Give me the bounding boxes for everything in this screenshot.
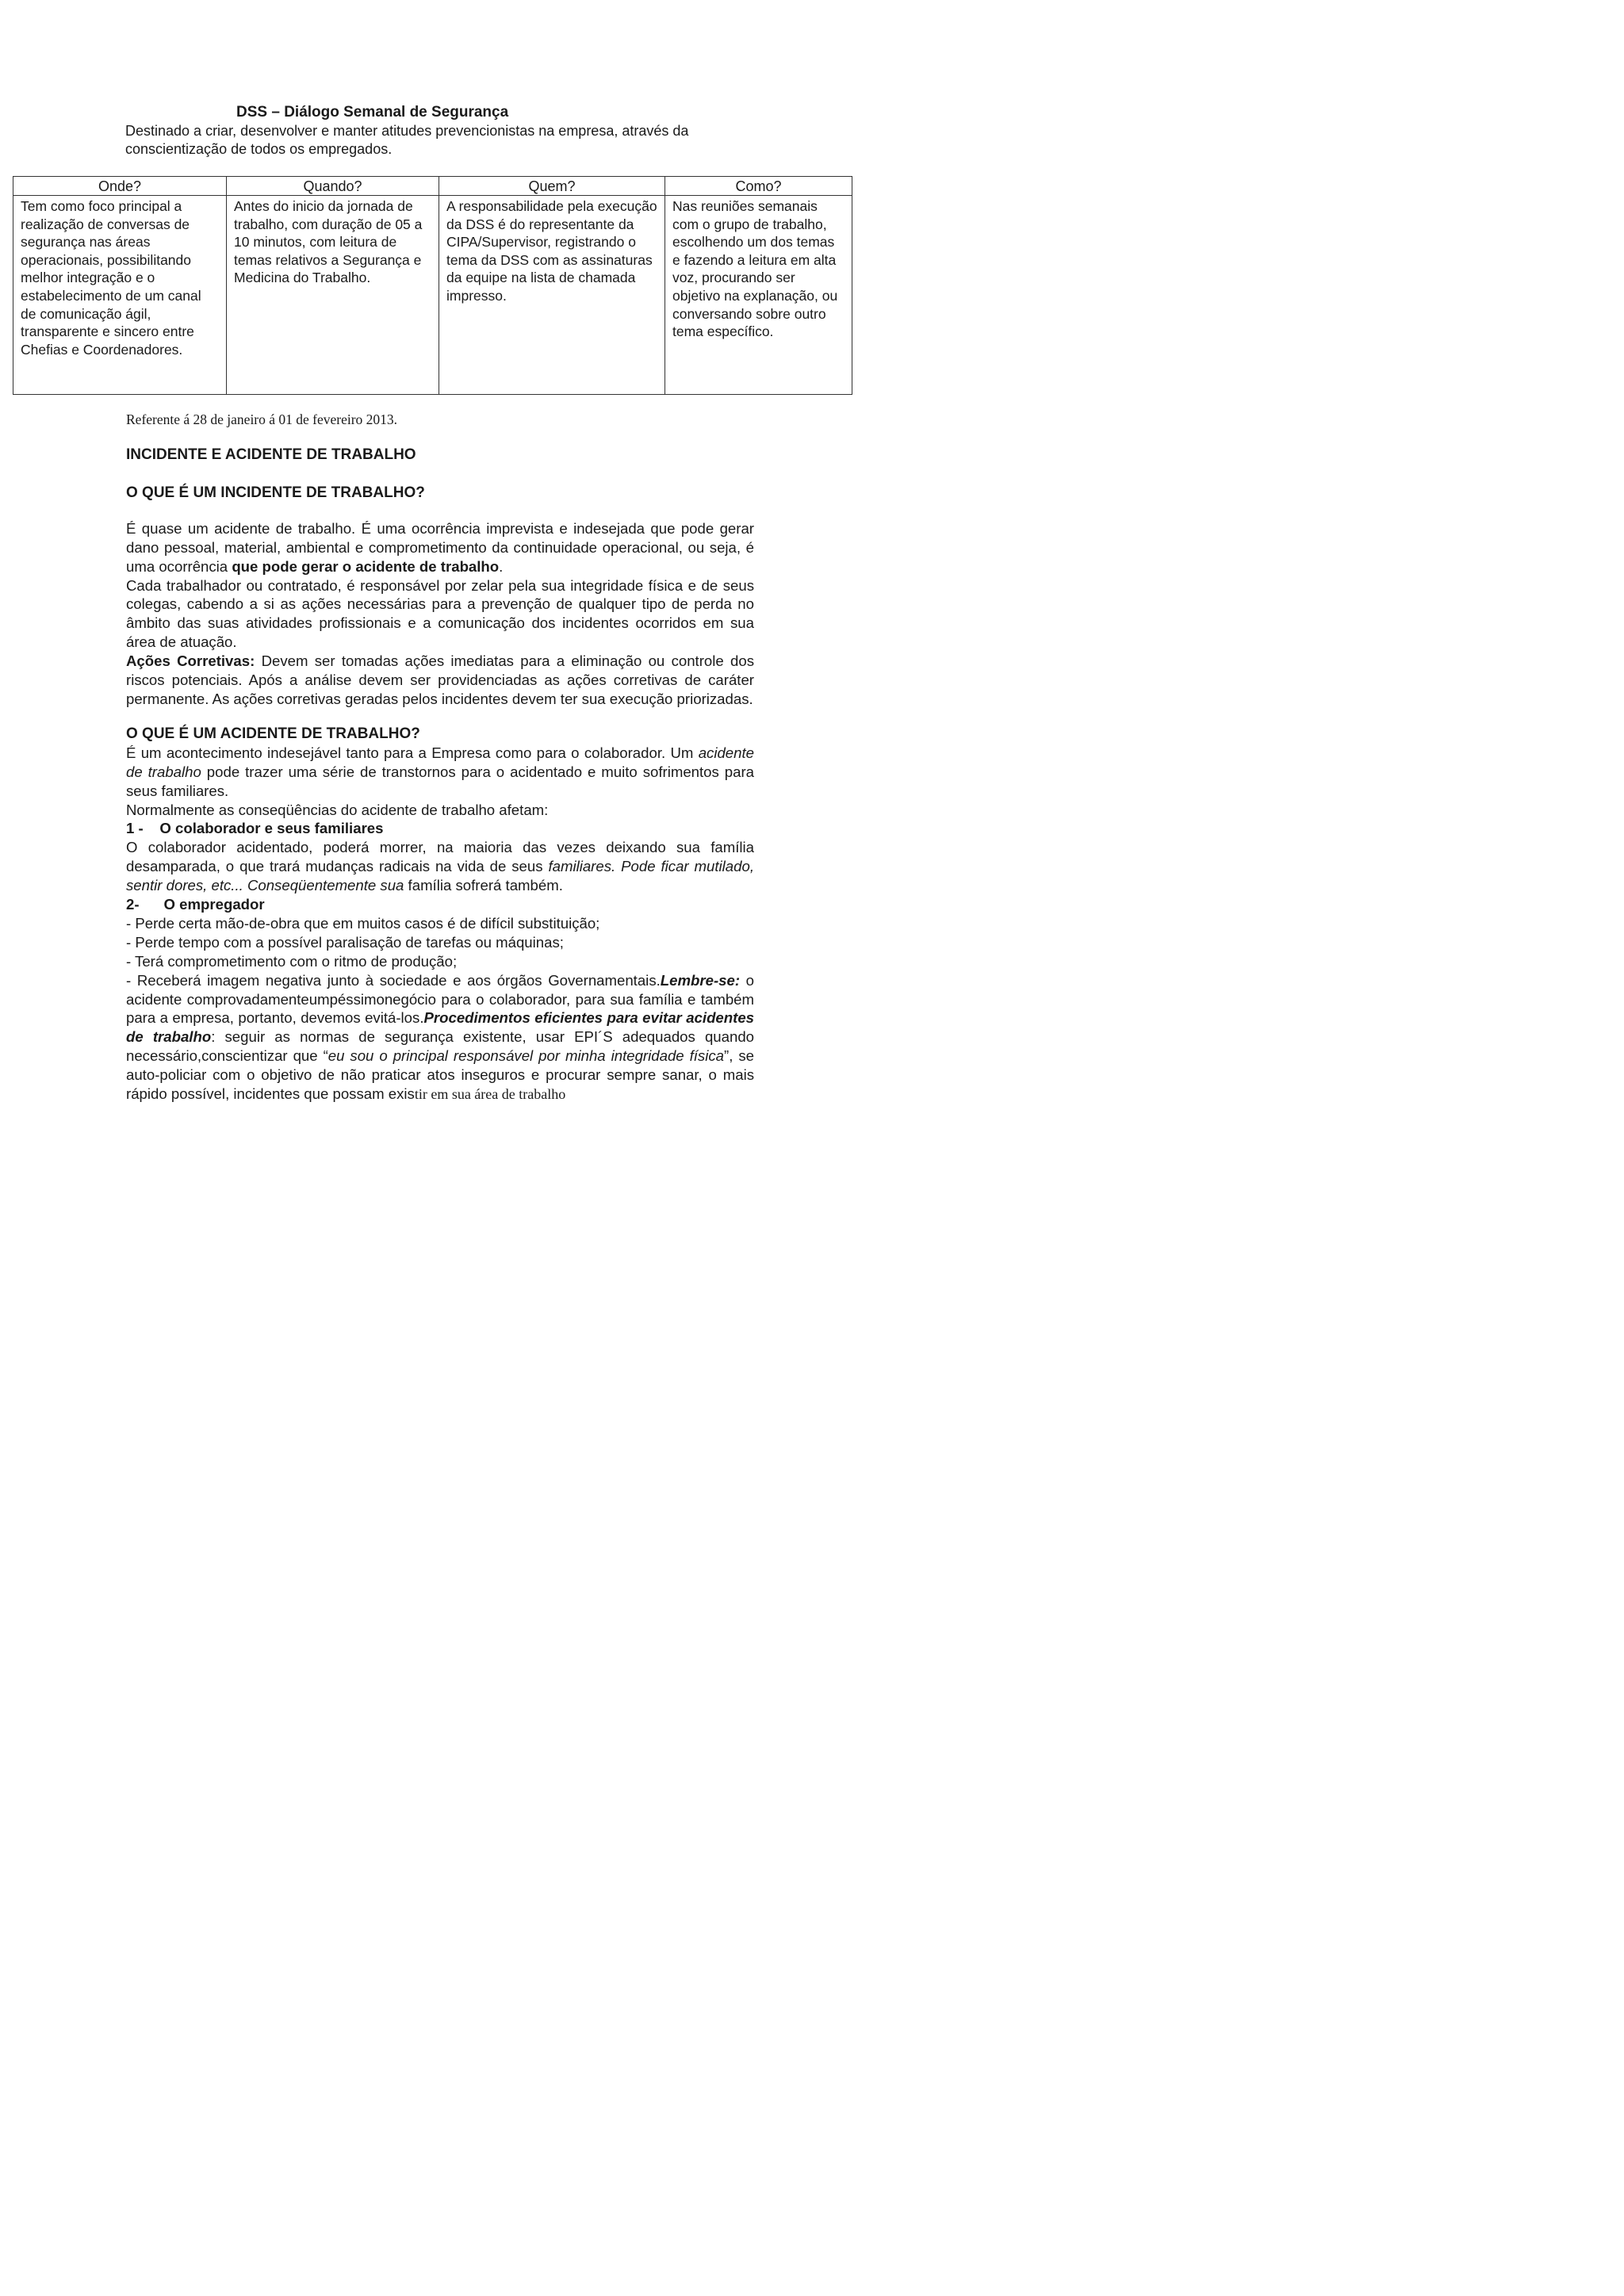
- text-span: ”, se auto-policiar com o objetivo de não praticar atos inseguros e procurar sempre sanar, o mais rápido possível, incidentes que possam exis: [126, 1047, 754, 1103]
- italic-span: familiares. Pode ficar mutilado, sentir dores, etc... Conseqüentemente sua: [126, 858, 754, 894]
- document-header: [125, 103, 728, 159]
- reference-date: Referente á 28 de janeiro á 01 de fevereiro 2013.: [126, 411, 398, 427]
- corrective-actions-paragraph: [126, 652, 754, 709]
- text-span: É um acontecimento indesejável tanto para a Empresa como para o colaborador. Um: [126, 744, 699, 761]
- list-heading-empregador: 2- O empregador: [126, 896, 265, 913]
- accident-heading: O QUE É UM ACIDENTE DE TRABALHO?: [126, 725, 420, 742]
- header-quem: Quem?: [439, 177, 665, 196]
- accident-paragraph: [126, 744, 754, 801]
- colaborador-paragraph: [126, 838, 754, 895]
- italic-span: acidente de trabalho: [126, 744, 754, 780]
- bold-italic-span: Lembre-se:: [660, 971, 741, 989]
- cell-quem: A responsabilidade pela execução da DSS é do representante da CIPA/Supervisor, registrando o tema da DSS com as assinaturas da equipe na lista de chamada impresso.: [439, 196, 665, 395]
- list-heading-colaborador: 1 - O colaborador e seus familiares: [126, 820, 384, 837]
- cell-como: Nas reuniões semanais com o grupo de trabalho, escolhendo um dos temas e fazendo a leitura em alta voz, procurando ser objetivo na explanação, ou conversando sobre outro tema específico.: [665, 196, 852, 395]
- text-span: pode trazer uma série de transtornos para o acidentado e muito sofrimentos para seus familiares.: [126, 763, 754, 799]
- header-quando: Quando?: [227, 177, 439, 196]
- document-intro: Destinado a criar, desenvolver e manter atitudes prevencionistas na empresa, através da conscientização de todos os empregados.: [125, 123, 689, 157]
- text-span: - Receberá imagem negativa junto à sociedade e aos órgãos Governamentais.: [126, 971, 661, 989]
- article-body: [126, 446, 754, 1104]
- document-title: DSS – Diálogo Semanal de Segurança: [236, 104, 509, 121]
- table-row: [13, 196, 852, 395]
- final-paragraph: [126, 971, 754, 1104]
- list-item: - Terá comprometimento com o ritmo de produção;: [126, 952, 458, 970]
- text-span: família sofrerá também.: [404, 877, 563, 894]
- text-span: O colaborador acidentado, poderá morrer, na maioria das vezes deixando sua família desamparada, o que trará mudanças radicais na vida de seus: [126, 839, 754, 875]
- header-onde: Onde?: [13, 177, 227, 196]
- italic-span: eu sou o principal responsável por minha integridade física: [327, 1047, 724, 1065]
- incident-paragraph: [126, 519, 754, 576]
- list-item: - Perde certa mão-de-obra que em muitos casos é de difícil substituição;: [126, 914, 600, 932]
- serif-span: tir em sua área de trabalho: [414, 1086, 566, 1103]
- text-span: É quase um acidente de trabalho. É uma ocorrência imprevista e indesejada que pode gerar dano pessoal, material, ambiental e comprometimento da continuidade operacional, ou seja, é uma ocorrência: [126, 519, 754, 575]
- cell-onde: Tem como foco principal a realização de conversas de segurança nas áreas operacionais, possibilitando melhor integração e o estabelecimento de um canal de comunicação ágil, transparente e sincero entre Chefias e Coordenadores.: [13, 196, 227, 395]
- cell-quando: Antes do inicio da jornada de trabalho, com duração de 05 a 10 minutos, com leitura de temas relativos a Segurança e Medicina do Trabalho.: [227, 196, 439, 395]
- responsibility-paragraph: Cada trabalhador ou contratado, é responsável por zelar pela sua integridade física e de seus colegas, cabendo a si as ações necessárias para a prevenção de qualquer tipo de perda no âmbito das suas atividades profissionais e a comunicação dos incidentes ocorridos em sua área de atuação.: [126, 576, 754, 651]
- list-item: - Perde tempo com a possível paralisação de tarefas ou máquinas;: [126, 933, 564, 951]
- text-span: o acidente comprovadamenteumpéssimonegócio para o colaborador, para sua família e também para a empresa, portanto, devemos evitá-los.: [126, 971, 754, 1027]
- text-span: Devem ser tomadas ações imediatas para a eliminação ou controle dos riscos potenciais. Após a análise devem ser providenciadas as ações corretivas de caráter permanente. As ações corretivas geradas pelos incidentes devem ter sua execução priorizadas.: [126, 652, 754, 707]
- consequences-intro: Normalmente as conseqüências do acidente de trabalho afetam:: [126, 801, 549, 818]
- text-span: .: [499, 557, 504, 575]
- main-heading: INCIDENTE E ACIDENTE DE TRABALHO: [126, 446, 416, 463]
- bold-italic-span: Procedimentos eficientes para evitar acidentes de trabalho: [126, 1009, 754, 1046]
- incident-heading: O QUE É UM INCIDENTE DE TRABALHO?: [126, 484, 425, 501]
- table-header-row: [13, 177, 852, 196]
- bold-span: que pode gerar o acidente de trabalho: [232, 557, 500, 575]
- bold-span: Ações Corretivas:: [126, 652, 255, 670]
- header-como: Como?: [665, 177, 852, 196]
- dss-table: [13, 176, 852, 395]
- text-span: : seguir as normas de segurança existente, usar EPI´S adequados quando necessário,conscientizar que “: [126, 1028, 755, 1065]
